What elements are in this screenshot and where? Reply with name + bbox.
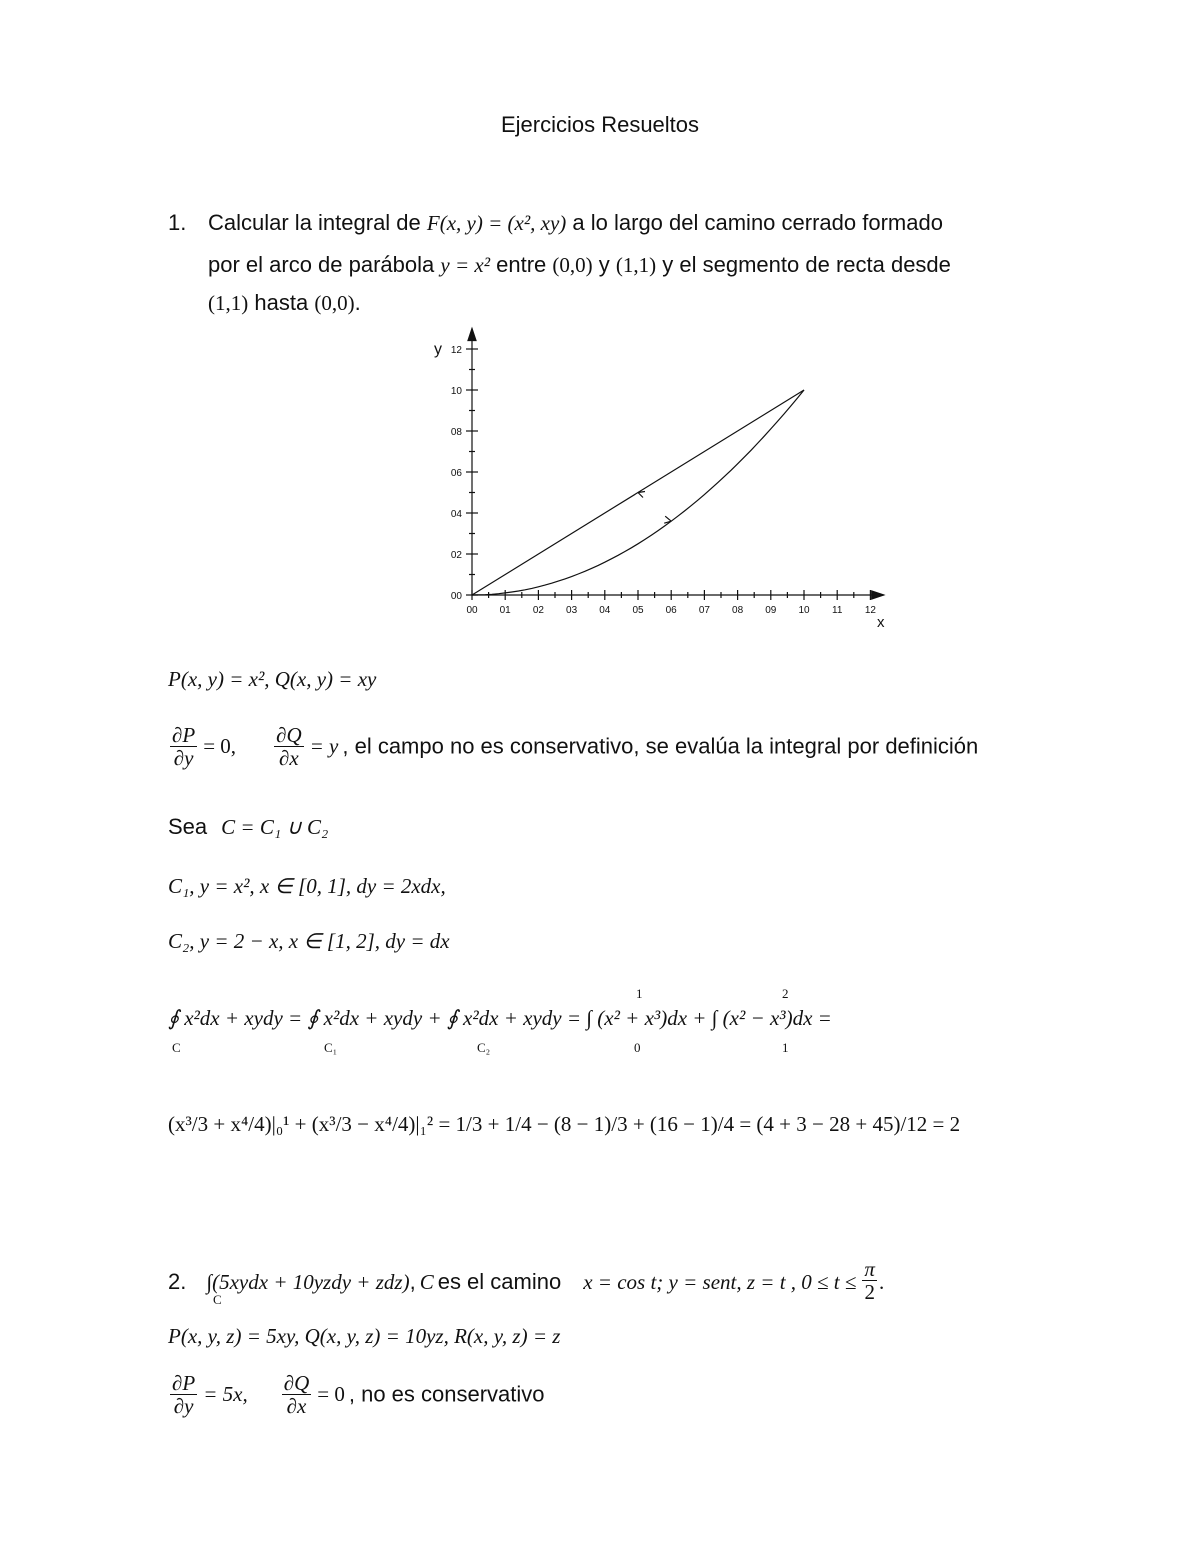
ex2-partials: [168, 1372, 545, 1417]
ex2-parametrization: x = cos t; y = sent, z = t , 0 ≤ t ≤: [583, 1270, 857, 1295]
x-tick-label: 06: [665, 605, 677, 616]
ex1-text-b: a lo largo del camino cerrado formado: [572, 210, 943, 235]
ex1-text-a: Calcular la integral de: [208, 210, 421, 235]
x-tick-label: 05: [632, 605, 644, 616]
limit-int1-top: 1: [636, 986, 643, 1001]
y-tick-label: 06: [450, 468, 462, 479]
sea-line: [168, 814, 328, 840]
y-tick-label: 10: [450, 386, 462, 397]
limit-c2: C₂: [477, 1040, 491, 1055]
exercise-1-line-1: [208, 210, 943, 236]
exercise-1-line-3: [208, 290, 361, 316]
y-tick-label: 00: [450, 591, 462, 602]
y-axis-label: y: [434, 341, 442, 358]
ex1-period: .: [354, 290, 361, 315]
c1-definition: C₁, y = x², x ∈ [0, 1], dy = 2xdx,: [168, 874, 446, 898]
limit-int2-top: 2: [782, 986, 789, 1001]
y-tick-label: 12: [450, 345, 462, 356]
ex1-text-d: entre: [496, 252, 547, 277]
exercise-1-line-2: [208, 252, 951, 278]
page-title: Ejercicios Resueltos: [500, 112, 700, 137]
dp-dy-value: = 0,: [203, 734, 237, 759]
limit-c: C: [172, 1040, 181, 1055]
ex2-dq-dx-value: = 0: [317, 1382, 345, 1407]
c2-definition: C₂, y = 2 − x, x ∈ [1, 2], dy = dx: [168, 929, 450, 953]
ex1-text-f: hasta: [254, 290, 309, 315]
y-tick-label: 08: [450, 427, 462, 438]
exercise-1-number: 1.: [168, 210, 187, 235]
x-tick-label: 04: [599, 605, 611, 616]
x-tick-label: 08: [732, 605, 744, 616]
x-tick-label: 00: [466, 605, 478, 616]
partials-line-1: [168, 724, 978, 769]
ex2-period: .: [878, 1270, 885, 1295]
ex2-not-conservative: , no es conservativo: [348, 1381, 545, 1407]
sea-word: Sea: [168, 814, 208, 839]
y-tick-label: 04: [450, 509, 462, 520]
x-tick-label: 01: [499, 605, 511, 616]
x-tick-label: 07: [698, 605, 710, 616]
pi-over-two: $\frac{\pi}{2}$: [864, 1257, 875, 1305]
x-tick-label: 10: [798, 605, 810, 616]
ex2-integral: ∫(5xydx + 10yzdy + zdz): [206, 1270, 410, 1295]
ex1-text-y: y: [598, 252, 610, 277]
c-union: C = C₁ ∪ C₂: [221, 815, 329, 839]
x-axis-label: x: [877, 614, 885, 631]
point-one-b: (1,1): [208, 291, 249, 315]
x-tick-label: 09: [765, 605, 777, 616]
dq-dx-value: = y: [309, 734, 339, 759]
y-tick-label: 02: [450, 550, 462, 561]
x-tick-label: 03: [566, 605, 578, 616]
ex2-text: es el camino: [437, 1269, 562, 1295]
ex2-comma: ,: [409, 1269, 416, 1295]
limit-c1: C₁: [324, 1040, 338, 1055]
parabola-equation: y = x²: [440, 253, 490, 277]
dq-dx-fraction: $\frac{\partial Q}{\partial x}$: [276, 723, 302, 771]
limit-int1-bottom: 0: [634, 1040, 641, 1055]
point-one: (1,1): [615, 253, 657, 277]
ex2-dq-dx-fraction: $\frac{\partial Q}{\partial x}$: [283, 1371, 310, 1419]
ex2-c-symbol: C: [419, 1270, 434, 1295]
x-tick-label: 12: [864, 605, 876, 616]
not-conservative-text: , el campo no es conservativo, se evalúa la integral por definición: [342, 733, 979, 759]
ex1-text-e: y el segmento de recta desde: [662, 252, 951, 277]
x-axis-arrowhead: [872, 591, 884, 599]
x-tick-label: 11: [832, 605, 843, 616]
limit-int2-bottom: 1: [782, 1040, 789, 1055]
segment-direction-arrow: [638, 492, 645, 498]
point-origin-b: (0,0): [314, 291, 355, 315]
dp-dy-fraction: $\frac{\partial P}{\partial y}$: [172, 723, 196, 771]
evaluation-result: (x³/3 + x⁴/4)|₀¹ + (x³/3 − x⁴/4)|₁² = 1/3 + 1/4 − (8 − 1)/3 + (16 − 1)/4 = (4 + 3 − 28 + 45)/12 = 2: [168, 1112, 961, 1136]
line-integral-equation: ∮ x²dx + xydy = ∮ x²dx + xydy + ∮ x²dx + xydy = ∫ (x² + x³)dx + ∫ (x² − x³)dx =: [168, 1006, 832, 1030]
exercise-2-number: 2.: [168, 1269, 187, 1295]
pqr-definitions: P(x, y, z) = 5xy, Q(x, y, z) = 10yz, R(x, y, z) = z: [168, 1324, 561, 1348]
ex2-dp-dy-fraction: $\frac{\partial P}{\partial y}$: [172, 1371, 196, 1419]
pq-definitions: P(x, y) = x², Q(x, y) = xy: [168, 667, 377, 691]
x-tick-label: 02: [532, 605, 544, 616]
exercise-2-statement: [168, 1258, 884, 1303]
ex2-limit-c: C: [213, 1292, 222, 1307]
vector-field-expression: F(x, y) = (x², xy): [426, 211, 567, 235]
ex2-dp-dy-value: = 5x,: [203, 1382, 248, 1407]
y-axis-arrowhead: [468, 329, 476, 341]
point-origin: (0,0): [552, 253, 593, 277]
ex1-text-c: por el arco de parábola: [208, 252, 435, 277]
path-plot: [420, 325, 900, 635]
